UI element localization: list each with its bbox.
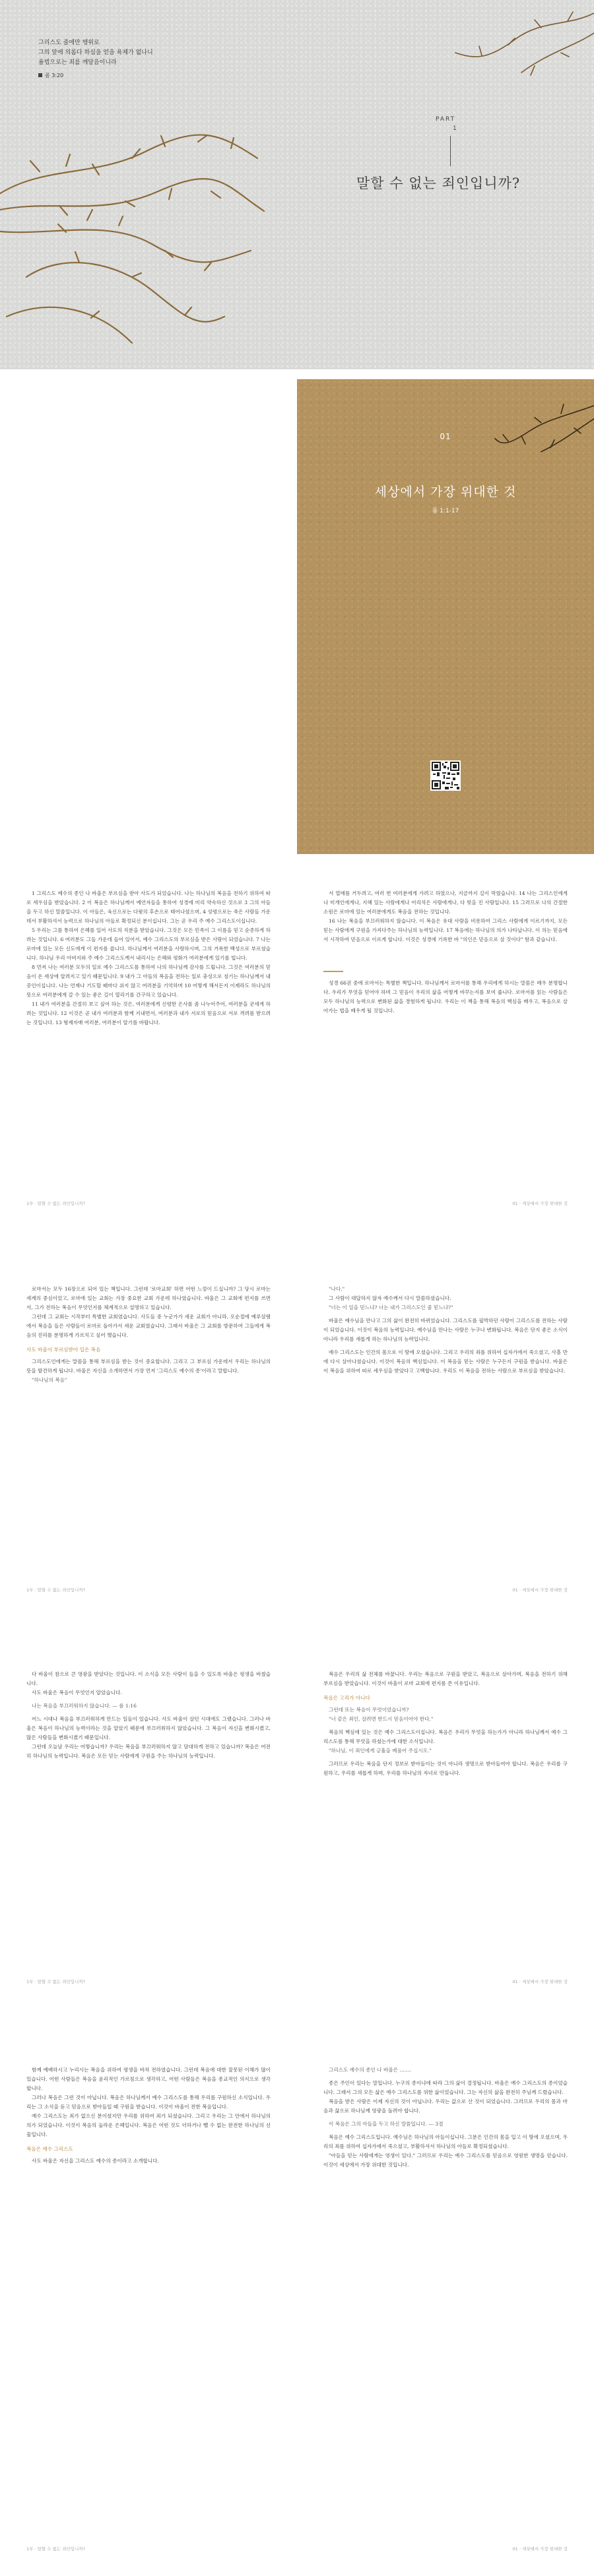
page-footer: 01 · 세상에서 가장 위대한 것 — [512, 2546, 568, 2552]
part-label — [436, 116, 455, 123]
part-title: 말할 수 없는 죄인입니까? — [356, 175, 521, 191]
quote-line: 그런데 또는 복음이 무엇이었습니까? — [329, 1707, 409, 1713]
section-heading: 복음은 고리가 아니다 — [323, 1695, 370, 1701]
body-paragraph: 복음은 우리의 삶 전체를 바꿉니다. 우리는 복음으로 구원을 받았고, 복음으로 살아가며, 복음을 전하기 위해 부르심을 받았습니다. 이것이 바울이 로마 교회에 편지를 쓴 이유입니다. — [323, 1671, 568, 1686]
body-paragraph: 16 나는 복음을 부끄러워하지 않습니다. 이 복음은 유대 사람을 비롯하여 그리스 사람에게 이르기까지, 모든 믿는 사람에게 구원을 가져다주는 하나님의 능력입니다. 17 복음에는 하나님의 의가 나타납니다. 이 의는 믿음에서 시작하여 믿음으로 이르게 합니다. 이것은 성경에 기록한 바 "의인은 믿음으로 살 것이다" 함과 같습니다. — [323, 918, 568, 942]
part-divider-line — [450, 136, 451, 166]
page-footer: 1부 · 말할 수 없는 죄인입니까? — [26, 2546, 86, 2552]
epigraph-reference: 롬 3:20 — [38, 71, 236, 80]
body-page-left — [26, 889, 271, 1027]
page-footer: 1부 · 말할 수 없는 죄인입니까? — [26, 1979, 86, 1984]
quote-line: "하나님, 이 죄인에게 긍휼을 베풀어 주십시오." — [329, 1748, 432, 1754]
chapter-title-section — [297, 379, 594, 854]
epigraph-line: 그의 앞에 의롭다 하심을 얻을 육체가 없나니 — [38, 49, 153, 56]
scripture-quote: 이 복음은 그의 아들을 두고 하신 말씀입니다. — 3절 — [329, 2121, 444, 2127]
body-page-right — [323, 2066, 568, 2170]
body-page-right — [323, 1285, 568, 1376]
body-paragraph: 그러나 복음은 그런 것이 아닙니다. 복음은 하나님께서 예수 그리스도를 통해 우리를 구원하신 소식입니다. 우리는 그 소식을 듣고 믿음으로 받아들일 때 구원을 받습니다. 이것이 바울이 전한 복음입니다. — [26, 2095, 271, 2110]
body-paragraph: 서 열매를 거두려고, 여러 번 여러분에게 가려고 하였으나, 지금까지 길이 막혔습니다. 14 나는 그리스인에게나 미개인에게나, 지혜 있는 사람에게나 어리석은 사람에게나, 다 빚을 진 사람입니다. 15 그러므로 나의 간절한 소원은 로마에 있는 여러분에게도 복음을 전하는 것입니다. — [323, 890, 568, 915]
part-title-section — [0, 0, 594, 369]
quote-line: "나다." — [329, 1286, 345, 1292]
body-paragraph: 8 먼저 나는 여러분 모두의 일로 예수 그리스도를 통하여 나의 하나님께 감사를 드립니다. 그것은 여러분의 믿음이 온 세상에 알려지고 있기 때문입니다. 9 내가 그 아들의 복음을 전하는 일로 충성으로 섬기는 하나님께서 내 증인이십니다. 나는 언제나 기도할 때마다 쉬지 않고 여러분을 기억하며 10 어떻게 해서든지 이제라도 하나님의 뜻으로 여러분에게 갈 수 있는 좋은 길이 열리기를 간구하고 있습니다. — [26, 964, 271, 998]
body-paragraph: 성경 66권 중에 로마서는 특별한 책입니다. 하나님께서 로마서를 통해 우리에게 하시는 말씀은 매우 분명합니다. 우리가 무엇을 믿어야 하며 그 믿음이 우리의 삶을 어떻게 바꾸는지를 보여 줍니다. 로마서를 읽는 사람들은 모두 하나님의 능력으로 변화된 삶을 경험하게 됩니다. 우리는 이 책을 통해 복음의 핵심을 배우고, 복음으로 살아가는 법을 배우게 될 것입니다. — [323, 980, 568, 1014]
quote-line: 그리스도 예수의 종인 나 바울은 ……. — [329, 2067, 412, 2073]
part-number: 1 — [453, 125, 457, 132]
body-paragraph: 함께 예배하시고 누리시는 복음을 위하여 평생을 바쳐 전하였습니다. 그런데 복음에 대한 잘못된 이해가 많이 있습니다. 어떤 사람들은 복음을 윤리적인 가르침으로 생각하고, 어떤 사람들은 복음을 종교적인 의식으로 생각합니다. — [26, 2067, 271, 2091]
body-page-left — [26, 1670, 271, 1761]
body-paragraph: 그러므로 우리는 복음을 단지 정보로 받아들이는 것이 아니라 생명으로 받아들여야 합니다. 복음은 우리를 구원하고, 우리를 새롭게 하며, 우리를 하나님의 자녀로 만듭니다. — [323, 1761, 568, 1776]
section-heading: 사도 바울이 부르심받아 입은 복음 — [26, 1347, 101, 1353]
quote-line: "너 같은 죄인, 살려면 반드시 믿음이어야 한다." — [329, 1716, 434, 1722]
body-paragraph: 복음을 받은 사람은 이제 자신의 것이 아닙니다. 우리는 값으로 산 것이 되었습니다. 그러므로 우리의 몸과 마음과 삶으로 하나님께 영광을 돌려야 합니다. — [323, 2099, 568, 2114]
body-paragraph: 1 그리스도 예수의 종인 나 바울은 부르심을 받아 사도가 되었습니다. 나는 하나님의 복음을 전하기 위하여 따로 세우심을 받았습니다. 2 이 복음은 하나님께서 예언자들을 통하여 성경에 미리 약속하신 것으로 3 그의 아들을 두고 하신 말씀입니다. 이 아들은, 육신으로는 다윗의 후손으로 태어나셨으며, 4 성령으로는 죽은 사람들 가운데서 부활하셔서 능력으로 하나님의 아들로 확정되신 분이십니다. 그는 곧 우리 주 예수 그리스도이십니다. — [26, 890, 271, 924]
body-paragraph: 그런데 오늘날 우리는 어떻습니까? 우리는 복음을 부끄러워하지 않고 담대하게 전하고 있습니까? 복음은 여전히 하나님의 능력입니다. 복음은 모든 믿는 사람에게 구원을 주는 하나님의 능력입니다. — [26, 1744, 271, 1759]
body-paragraph: "아들을 믿는 사람에게는 영생이 있다." 그러므로 우리는 예수 그리스도를 믿음으로 영원한 생명을 얻습니다. 이것이 세상에서 가장 위대한 것입니다. — [323, 2153, 568, 2168]
body-paragraph: 사도 바울은 자신을 그리스도 예수의 종이라고 소개합니다. — [32, 2158, 159, 2164]
chapter-number: 01 — [440, 432, 451, 441]
body-paragraph: 그리스도인에게는 말씀을 통해 부르심을 받는 것이 중요합니다. 그리고 그 부르심 가운데서 우리는 하나님의 뜻을 발견하게 됩니다. 바울은 자신을 소개하면서 가장 먼저 '그리스도 예수의 종'이라고 말합니다. — [26, 1359, 271, 1374]
body-paragraph: 그런데 그 교회는 시작부터 특별한 교회였습니다. 사도들 중 누군가가 세운 교회가 아니라, 오순절에 예루살렘에서 복음을 들은 사람들이 로마로 돌아가서 세운 교회였습니다. 그래서 바울은 그 교회를 방문하여 그들에게 복음의 진리를 분명하게 가르치고 싶어 했습니다. — [26, 1314, 271, 1338]
scripture-quote: 나는 복음을 부끄러워하지 않습니다. — 롬 1:16 — [32, 1703, 137, 1709]
body-page-right — [323, 1670, 568, 1778]
body-paragraph: 어느 시대나 복음을 부끄러워하게 만드는 일들이 있습니다. 사도 바울이 살던 시대에도 그랬습니다. 그러나 바울은 복음이 하나님의 능력이라는 것을 알았기 때문에 부끄러워하지 않았습니다. 그 복음이 자신을 변화시켰고, 많은 사람들을 변화시켰기 때문입니다. — [26, 1716, 271, 1740]
quote-line: "하나님의 복음" — [32, 1377, 67, 1383]
qr-code-icon — [432, 762, 459, 789]
page-footer: 01 · 세상에서 가장 위대한 것 — [512, 1587, 568, 1593]
part-label-text: PART — [436, 116, 456, 123]
body-paragraph: 5 우리는 그를 통하여 은혜를 입어 사도의 직분을 받았습니다. 그것은 모든 민족이 그 이름을 믿고 순종하게 하려는 것입니다. 6 여러분도 그들 가운데 들어 있어서, 예수 그리스도의 부르심을 받은 사람이 되었습니다. 7 나는 로마에 있는 모든 신도에게 이 편지를 씁니다. 하나님께서 여러분을 사랑하시며, 그의 거룩한 백성으로 부르셨습니다. 하나님 우리 아버지와 주 예수 그리스도께서 내리시는 은혜와 평화가 여러분에게 있기를 빕니다. — [26, 927, 271, 961]
body-page-left — [26, 1285, 271, 1385]
section-heading: 복음은 예수 그리스도 — [26, 2146, 73, 2152]
epigraph — [38, 38, 236, 80]
page-footer: 1부 · 말할 수 없는 죄인입니까? — [26, 1587, 86, 1593]
quote-line: "너는 이 일을 믿느냐? 너는 내가 그리스도인 줄 믿느냐?" — [329, 1304, 453, 1310]
chapter-reference: 롬 1:1-17 — [432, 508, 459, 514]
body-paragraph: 사도 바울은 복음이 무엇인지 알았습니다. — [32, 1690, 122, 1696]
page-footer: 01 · 세상에서 가장 위대한 것 — [512, 1979, 568, 1984]
body-paragraph: 바울은 예수님을 만나고 그의 삶이 완전히 바뀌었습니다. 그리스도를 핍박하던 사람이 그리스도를 전하는 사람이 되었습니다. 이것이 복음의 능력입니다. 예수님을 만나는 사람은 누구나 변화됩니다. 복음은 단지 좋은 소식이 아니라 우리를 새롭게 하는 하나님의 능력입니다. — [323, 1318, 568, 1342]
chapter-title: 세상에서 가장 위대한 것 — [374, 485, 517, 499]
section-accent-line — [323, 971, 343, 972]
body-paragraph: 예수 그리스도는 죄가 없으신 분이셨지만 우리를 위하여 죄가 되셨습니다. 그리고 우리는 그 안에서 하나님의 의가 되었습니다. 이것이 복음의 놀라운 은혜입니다. 복음은 어떤 것도 더하거나 뺄 수 없는 완전한 하나님의 선물입니다. — [26, 2113, 271, 2137]
epigraph-line: 율법으로는 죄를 깨달음이니라 — [38, 59, 117, 66]
epigraph-line: 그리스도 줄에만 행위로 — [38, 40, 100, 46]
body-paragraph: 복음의 핵심에 있는 것은 예수 그리스도이십니다. 복음은 우리가 무엇을 하는가가 아니라 하나님께서 예수 그리스도를 통해 무엇을 하셨는가에 대한 소식입니다. — [323, 1729, 568, 1744]
body-paragraph: 종은 주인이 있다는 말입니다. 누구의 종이냐에 따라 그의 삶이 결정됩니다. 바울은 예수 그리스도의 종이었습니다. 그래서 그의 모든 삶은 예수 그리스도를 위한 삶이었습니다. 그는 자신의 삶을 완전히 주님께 드렸습니다. — [323, 2080, 568, 2095]
page-footer: 1부 · 말할 수 없는 죄인입니까? — [26, 1201, 86, 1206]
qr-code[interactable] — [430, 760, 461, 791]
body-page-left — [26, 2066, 271, 2166]
body-paragraph: 다 바울이 참으로 큰 영광을 받았다는 것입니다. 이 소식을 모든 사람이 들을 수 있도록 바울은 평생을 바쳤습니다. — [26, 1671, 271, 1686]
body-paragraph: 복음은 예수 그리스도입니다. 예수님은 하나님의 아들이십니다. 그분은 인간의 몸을 입고 이 땅에 오셨으며, 우리의 죄를 위하여 십자가에서 죽으셨고, 부활하셔서 하나님의 아들로 확정되셨습니다. — [323, 2134, 568, 2149]
body-paragraph: 11 내가 여러분을 간절히 보고 싶어 하는 것은, 여러분에게 신령한 은사를 좀 나누어주어, 여러분을 굳세게 하려는 것입니다. 12 이것은 곧 내가 여러분과 함께 지내면서, 여러분과 내가 서로의 믿음으로 서로 격려를 받으려는 것입니다. 13 형제자매 여러분, 여러분이 알기를 바랍니다. — [26, 1001, 271, 1026]
body-paragraph: 예수 그리스도는 인간의 몸으로 이 땅에 오셨습니다. 그리고 우리의 죄를 위하여 십자가에서 죽으셨고, 사흘 만에 다시 살아나셨습니다. 이것이 복음의 핵심입니다. 이 복음을 믿는 사람은 누구든지 구원을 받습니다. 바울은 이 복음을 위하여 따로 세우심을 받았다고 고백합니다. 우리도 이 복음을 전하는 사람으로 부르심을 받았습니다. — [323, 1349, 568, 1374]
page-footer: 01 · 세상에서 가장 위대한 것 — [512, 1201, 568, 1206]
body-paragraph: 로마서는 모두 16장으로 되어 있는 책입니다. 그런데 '로마교회' 하면 어떤 느낌이 드십니까? 그 당시 로마는 세계의 중심이었고, 로마에 있는 교회는 가장 중요한 교회 가운데 하나였습니다. 바울은 그 교회에 편지를 쓰면서, 그가 전하는 복음이 무엇인지를 체계적으로 설명하고 있습니다. — [26, 1286, 271, 1310]
body-page-right — [323, 889, 568, 1016]
body-paragraph: 그 사람이 대답하지 않자 예수께서 다시 말씀하셨습니다. — [329, 1295, 451, 1301]
